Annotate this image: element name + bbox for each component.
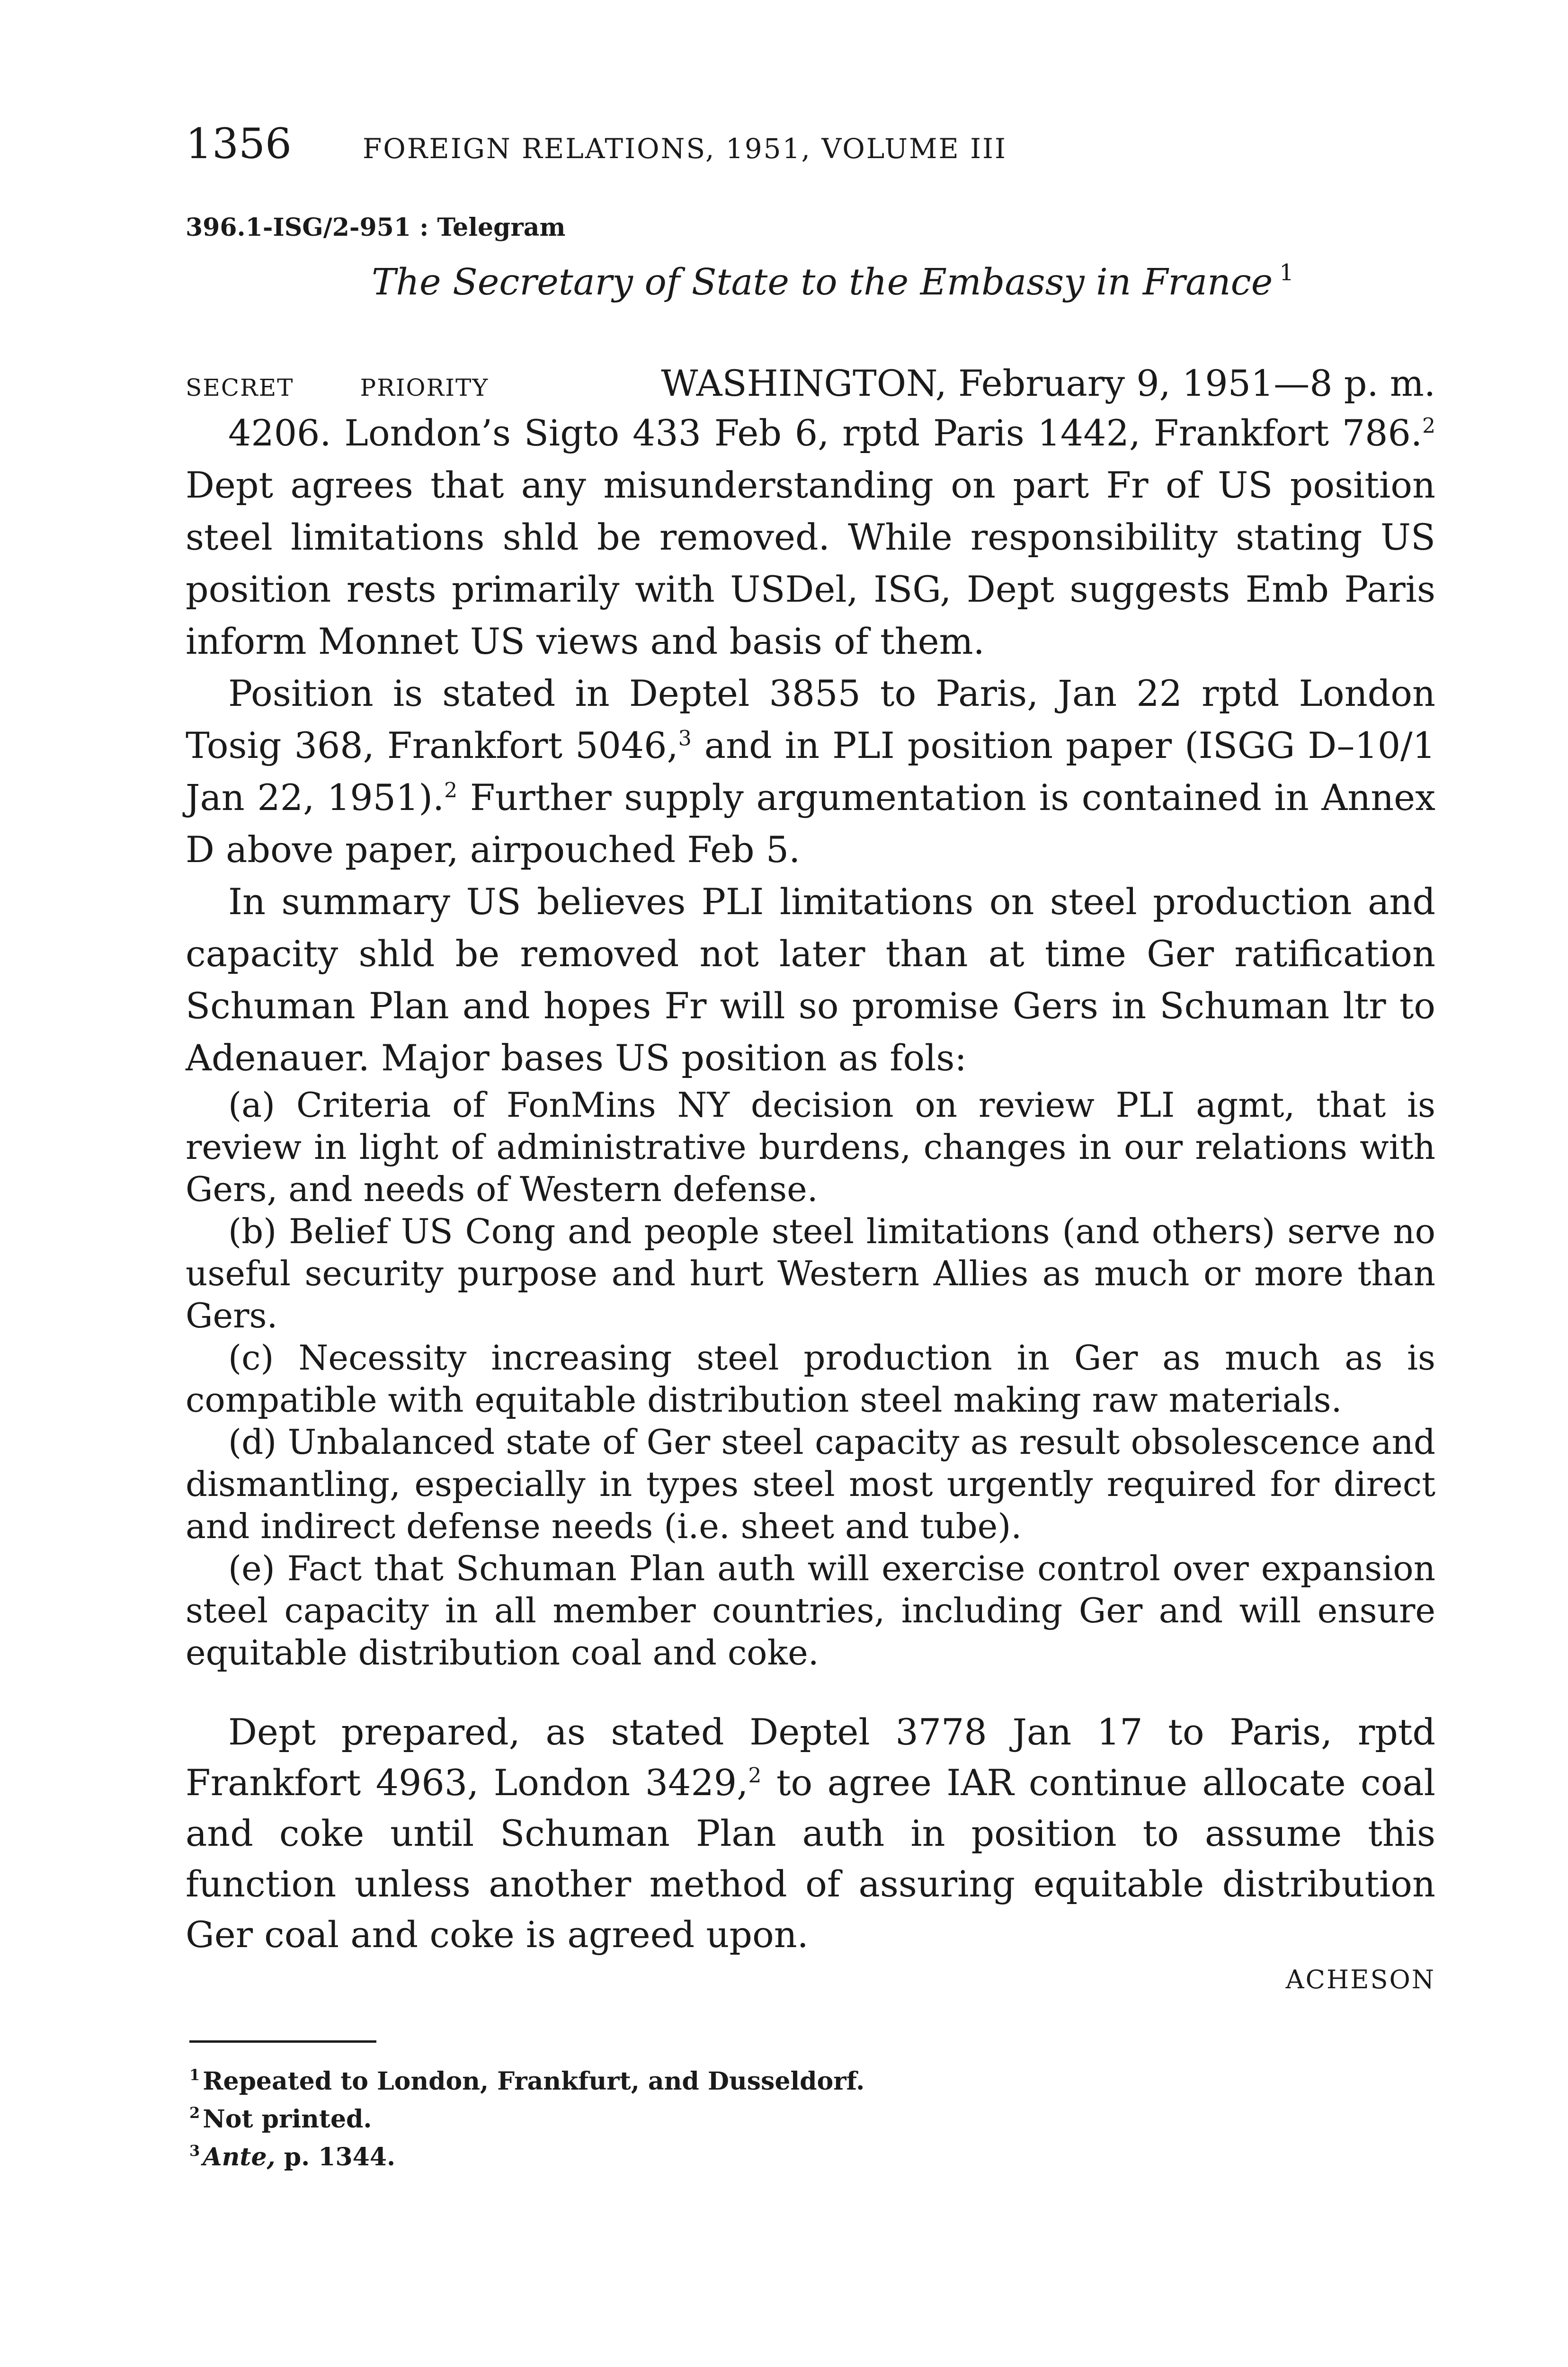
date-line: WASHINGTON, February 9, 1951—8 p. m. [661, 362, 1435, 404]
criteria-item [186, 1337, 1435, 1421]
paragraph-text: Dept agrees that any misunderstanding on part Fr of US position steel limitations shld be removed. While responsibility stating US position rests primarily with USDel, ISG, Dept suggests Emb Paris inform Monnet US views and basis of them. [186, 464, 1435, 662]
paragraph-text: Dept prepared, as stated Deptel 3778 Jan 17 to Paris, rptd Frankfort 4963, London 3429, [186, 1711, 1435, 1804]
page-number: 1356 [186, 119, 292, 168]
paragraph-text: to agree IAR continue allocate coal and coke until Schuman Plan auth in position to assume this function unless another method of assuring equitable distribution Ger coal and coke is agreed upon. [186, 1762, 1435, 1956]
criteria-item [186, 1210, 1435, 1337]
paragraph: In summary US believes PLI limitations on steel production and capacity shld be removed not later than at time Ger ratification Schuman Plan and hopes Fr will so promise Gers in Schuman ltr to Adenauer. Major bases US position as fols: [186, 881, 1435, 1079]
paragraph-text: Further supply argumentation is contained in Annex D above paper, airpouched Feb 5. [186, 776, 1435, 871]
paragraph-text: and in PLI position paper (ISGG D–10/1 Jan 22, 1951). [186, 724, 1436, 819]
footnote-divider [189, 2040, 376, 2043]
body-text [186, 407, 1435, 1084]
footnote-ref: 2 [748, 1763, 762, 1788]
closing-paragraph [186, 1707, 1435, 1960]
criteria-marker: (d) [228, 1422, 277, 1462]
criteria-marker: (e) [228, 1548, 275, 1588]
criteria-item [186, 1421, 1435, 1548]
running-head [186, 119, 1007, 168]
footnote-italic: Ante, [203, 2143, 276, 2171]
criteria-list [186, 1084, 1435, 1674]
signature: ACHESON [1285, 1965, 1435, 1994]
title-footnote-marker: 1 [1279, 259, 1294, 286]
paragraph [186, 1707, 1435, 1960]
paragraph [186, 667, 1435, 876]
paragraph-text: 4206. London’s Sigto 433 Feb 6, rptd Paris 1442, Frankfort 786. [228, 412, 1422, 454]
footnote-ref: 2 [1422, 414, 1435, 438]
footnote-text: Not printed. [203, 2105, 372, 2134]
footnote-ref: 2 [444, 778, 458, 803]
criteria-marker: (c) [228, 1338, 274, 1378]
criteria-marker: (a) [228, 1085, 276, 1125]
footnote [189, 2135, 864, 2173]
document-title-text: The Secretary of State to the Embassy in France [372, 261, 1273, 303]
footnote-mark: 2 [189, 2104, 200, 2122]
footnote [189, 2059, 864, 2097]
footnote-ref: 3 [678, 726, 692, 751]
running-head-title: FOREIGN RELATIONS, 1951, VOLUME III [362, 133, 1007, 165]
footnote-mark: 1 [189, 2066, 200, 2084]
paragraph [186, 407, 1435, 667]
criteria-item [186, 1084, 1435, 1210]
document-title [372, 259, 1294, 303]
footnote-text: p. 1344. [275, 2143, 396, 2171]
dateline [186, 362, 1435, 404]
precedence: PRIORITY [360, 374, 489, 401]
footnotes [189, 2059, 864, 2173]
footnote-mark: 3 [189, 2142, 200, 2160]
criteria-text: Fact that Schuman Plan auth will exercise control over expansion steel capacity in all member countries, including Ger and will ensure equitable distribution coal and coke. [186, 1548, 1435, 1673]
criteria-item [186, 1548, 1435, 1674]
criteria-text: Criteria of FonMins NY decision on review PLI agmt, that is review in light of administrative burdens, changes in our relations with Gers, and needs of Western defense. [186, 1085, 1435, 1209]
classification: SECRET [186, 374, 294, 401]
file-reference: 396.1-ISG/2-951 : Telegram [186, 213, 566, 242]
footnote-text: Repeated to London, Frankfurt, and Dusseldorf. [203, 2067, 865, 2096]
paragraph-text: Position is stated in Deptel 3855 to Paris, Jan 22 rptd London Tosig 368, Frankfort 5046, [186, 672, 1435, 766]
footnote [189, 2097, 864, 2135]
criteria-marker: (b) [228, 1211, 277, 1251]
criteria-text: Unbalanced state of Ger steel capacity as result obsolescence and dismantling, especially in types steel most urgently required for direct and indirect defense needs (i.e. sheet and tube). [186, 1422, 1435, 1546]
criteria-text: Belief US Cong and people steel limitations (and others) serve no useful security purpose and hurt Western Allies as much or more than Gers. [186, 1211, 1435, 1335]
criteria-text: Necessity increasing steel production in Ger as much as is compatible with equitable distribution steel making raw materials. [186, 1338, 1435, 1420]
